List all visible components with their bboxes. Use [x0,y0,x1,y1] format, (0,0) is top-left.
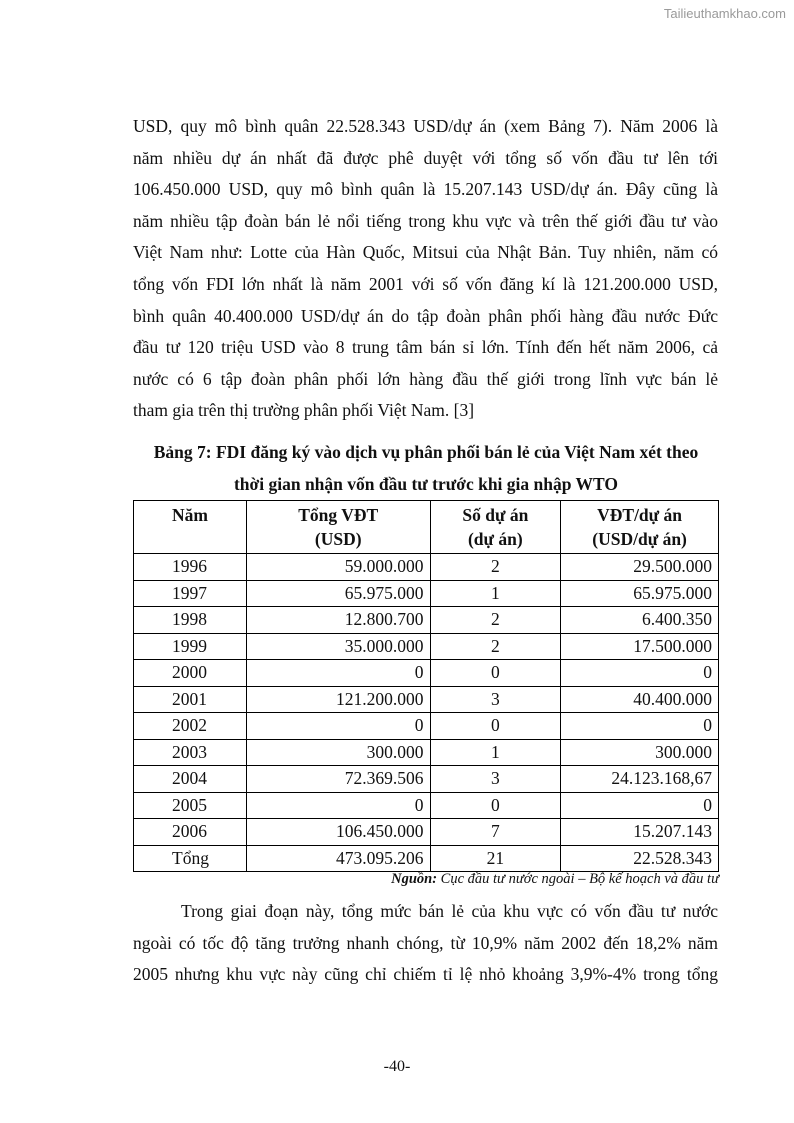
cell-per-project: 300.000 [561,739,719,766]
cell-per-project: 0 [561,792,719,819]
cell-total: 473.095.206 [246,845,430,872]
caption-line-1: Bảng 7: FDI đăng ký vào dịch vụ phân phối bán lẻ của Việt Nam xét theo [153,442,699,462]
table-header-row [134,501,719,554]
cell-projects: 0 [430,713,561,740]
table-row [134,633,719,660]
table-source [133,871,719,888]
paragraph-line: ngoài có tốc độ tăng trưởng nhanh chóng, từ 10,9% năm 2002 đến 18,2% năm [133,932,718,953]
table-caption [120,436,732,500]
cell-projects: 3 [430,686,561,713]
cell-year: 1996 [134,554,247,581]
caption-line-2: thời gian nhận vốn đầu tư trước khi gia nhập WTO [233,474,619,494]
cell-projects: 0 [430,792,561,819]
cell-year: 2004 [134,766,247,793]
cell-total: 65.975.000 [246,580,430,607]
cell-year: 2003 [134,739,247,766]
cell-projects: 0 [430,660,561,687]
cell-per-project: 22.528.343 [561,845,719,872]
cell-year: 2002 [134,713,247,740]
cell-year: 2001 [134,686,247,713]
paragraph-line: đầu tư 120 triệu USD vào 8 trung tâm bán sỉ lớn. Tính đến hết năm 2006, cả [133,337,718,358]
cell-per-project: 0 [561,660,719,687]
paragraph-line: tham gia trên thị trường phân phối Việt Nam. [3] [133,400,475,421]
paragraph-line: năm nhiều tập đoàn bán lẻ nổi tiếng trong khu vực và trên thế giới đầu tư vào [133,210,718,231]
cell-per-project: 40.400.000 [561,686,719,713]
cell-projects: 2 [430,607,561,634]
fdi-table [133,500,719,872]
table-row [134,766,719,793]
body-paragraph-1 [133,111,718,427]
cell-total: 106.450.000 [246,819,430,846]
cell-year: 1998 [134,607,247,634]
cell-total: 12.800.700 [246,607,430,634]
header-project-count: Số dự án (dự án) [430,501,561,554]
page-number: -40- [383,1058,411,1075]
table-row [134,660,719,687]
paragraph-line: Trong giai đoạn này, tổng mức bán lẻ của khu vực có vốn đầu tư nước [181,901,718,921]
cell-projects: 1 [430,580,561,607]
paragraph-line: 106.450.000 USD, quy mô bình quân là 15.207.143 USD/dự án. Đây cũng là [133,179,718,200]
cell-per-project: 29.500.000 [561,554,719,581]
cell-per-project: 15.207.143 [561,819,719,846]
cell-total: 35.000.000 [246,633,430,660]
cell-year: 1997 [134,580,247,607]
paragraph-line: USD, quy mô bình quân 22.528.343 USD/dự án (xem Bảng 7). Năm 2006 là [133,116,718,136]
cell-per-project: 17.500.000 [561,633,719,660]
cell-year: 2000 [134,660,247,687]
body-paragraph-2 [133,896,718,991]
cell-per-project: 65.975.000 [561,580,719,607]
table-total-row [134,845,719,872]
cell-projects: 2 [430,633,561,660]
paragraph-line: nước có 6 tập đoàn phân phối lớn hàng đầu thế giới trong lĩnh vực bán lẻ [133,368,718,389]
cell-total: 0 [246,792,430,819]
paragraph-line: Việt Nam như: Lotte của Hàn Quốc, Mitsui của Nhật Bản. Tuy nhiên, năm có [133,242,718,263]
source-text: Cục đầu tư nước ngoài – Bộ kế hoạch và đầu tư [437,871,719,887]
paragraph-line: tổng vốn FDI lớn nhất là năm 2001 với số vốn đăng kí là 121.200.000 USD, [133,273,718,294]
table-row [134,580,719,607]
cell-projects: 7 [430,819,561,846]
table-row [134,607,719,634]
cell-total: 0 [246,713,430,740]
cell-year: 2005 [134,792,247,819]
table-row [134,686,719,713]
cell-projects: 1 [430,739,561,766]
cell-total: 121.200.000 [246,686,430,713]
table-row [134,819,719,846]
header-year: Năm [134,501,247,554]
cell-total: 300.000 [246,739,430,766]
cell-year: Tổng [134,845,247,872]
paragraph-line: bình quân 40.400.000 USD/dự án do tập đoàn phân phối hàng đầu nước Đức [133,305,718,326]
cell-total: 59.000.000 [246,554,430,581]
cell-projects: 2 [430,554,561,581]
cell-total: 0 [246,660,430,687]
paragraph-line: năm nhiều dự án nhất đã được phê duyệt với tổng số vốn đầu tư lên tới [133,147,718,168]
table-row [134,554,719,581]
source-label: Nguồn: [391,871,438,887]
table-row [134,792,719,819]
cell-projects: 21 [430,845,561,872]
table-row [134,739,719,766]
header-total-investment: Tổng VĐT (USD) [246,501,430,554]
header-investment-per-project: VĐT/dự án (USD/dự án) [561,501,719,554]
cell-projects: 3 [430,766,561,793]
table-row [134,713,719,740]
watermark: Tailieuthamkhao.com [663,6,786,21]
paragraph-line: 2005 nhưng khu vực này cũng chỉ chiếm tỉ lệ nhỏ khoảng 3,9%-4% trong tổng [133,964,718,985]
cell-year: 2006 [134,819,247,846]
cell-per-project: 24.123.168,67 [561,766,719,793]
cell-per-project: 0 [561,713,719,740]
cell-per-project: 6.400.350 [561,607,719,634]
cell-total: 72.369.506 [246,766,430,793]
cell-year: 1999 [134,633,247,660]
